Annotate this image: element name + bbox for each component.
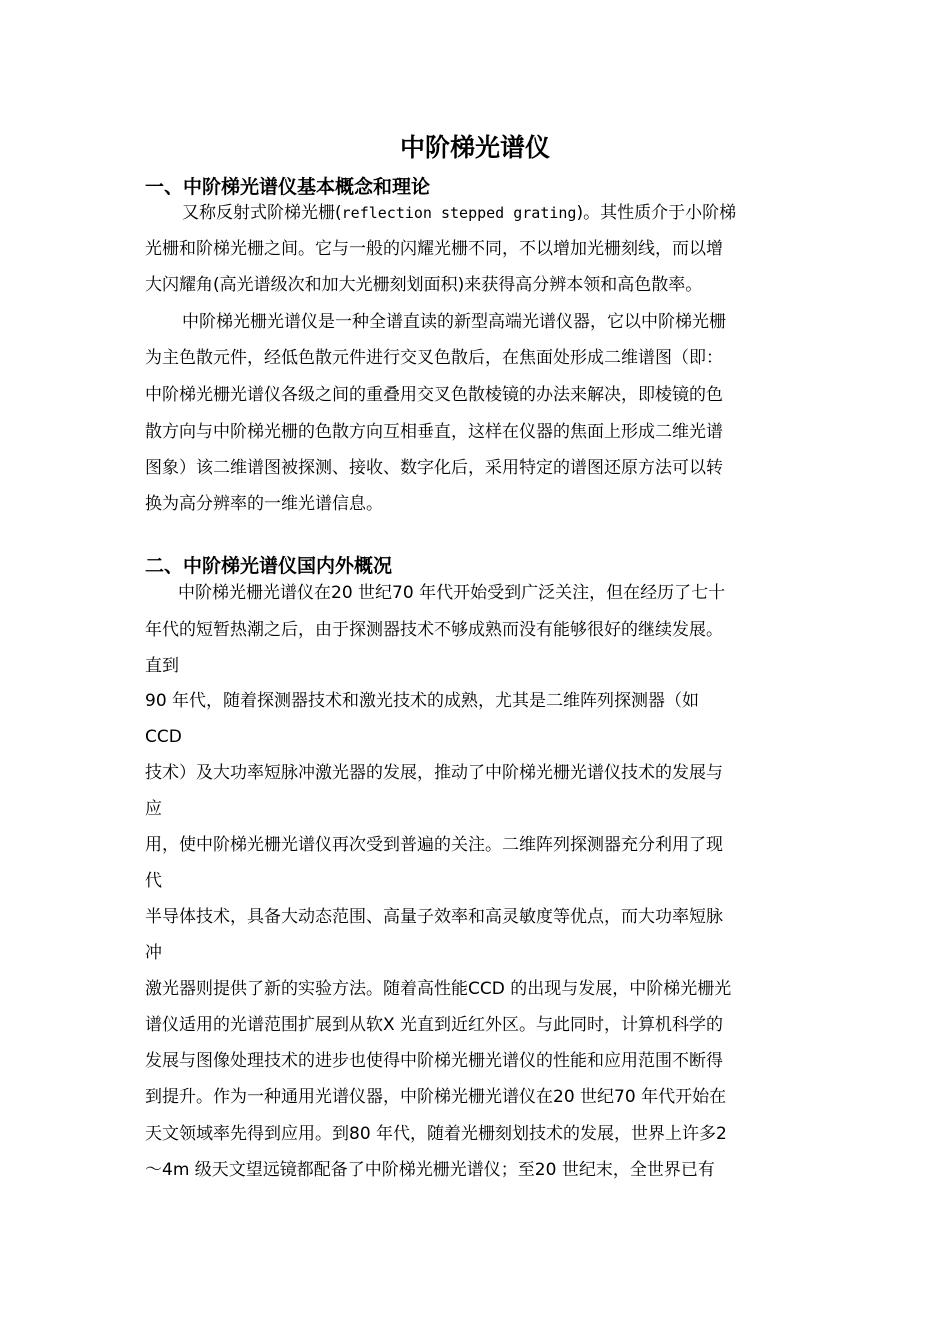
line-text: )。其性质介于小阶梯 [576, 203, 737, 223]
section-2-line-9: 代 [145, 871, 162, 891]
section-2-line-3: 直到 [145, 656, 179, 676]
section-2-line-8: 用，使中阶梯光栅光谱仪再次受到普遍的关注。二维阵列探测器充分利用了现 [145, 835, 723, 855]
section-2-line-16: 天文领域率先得到应用。到80 年代，随着光栅刻划技术的发展，世界上许多2 [145, 1124, 727, 1144]
section-2-line-15: 到提升。作为一种通用光谱仪器，中阶梯光栅光谱仪在20 世纪70 年代开始在 [145, 1087, 727, 1107]
section-2-line-4: 90 年代，随着探测器技术和激光技术的成熟，尤其是二维阵列探测器（如 [145, 691, 700, 711]
section-1-para-2-line-5: 图象）该二维谱图被探测、接收、数字化后，采用特定的谱图还原方法可以转 [145, 458, 723, 478]
section-1-para-1-line-1 [182, 200, 736, 226]
section-2-line-17: ～4m 级天文望远镜都配备了中阶梯光栅光谱仪；至20 世纪末，全世界已有 [145, 1160, 715, 1180]
section-2-line-6: 技术）及大功率短脉冲激光器的发展，推动了中阶梯光栅光谱仪技术的发展与 [145, 763, 723, 783]
section-1-para-2-line-6: 换为高分辨率的一维光谱信息。 [145, 494, 383, 514]
section-1-para-2-line-1: 中阶梯光栅光谱仪是一种全谱直读的新型高端光谱仪器，它以中阶梯光栅 [182, 312, 726, 332]
section-1-para-1-line-3: 大闪耀角(高光谱级次和加大光栅刻划面积)来获得高分辨本领和高色散率。 [145, 275, 703, 295]
section-2-line-5: CCD [145, 727, 182, 747]
section-2-line-10: 半导体技术，具备大动态范围、高量子效率和高灵敏度等优点，而大功率短脉 [145, 907, 723, 927]
section-1-para-2-line-4: 散方向与中阶梯光栅的色散方向互相垂直，这样在仪器的焦面上形成二维光谱 [145, 422, 723, 442]
section-1-para-1-line-2: 光栅和阶梯光栅之间。它与一般的闪耀光栅不同，不以增加光栅刻线，而以增 [145, 239, 723, 259]
english-term: reflection stepped grating [341, 204, 577, 222]
section-2-line-2: 年代的短暂热潮之后，由于探测器技术不够成熟而没有能够很好的继续发展。 [145, 620, 723, 640]
section-2-line-12: 激光器则提供了新的实验方法。随着高性能CCD 的出现与发展，中阶梯光栅光 [145, 979, 732, 999]
section-2-line-7: 应 [145, 799, 162, 819]
section-2-line-1: 中阶梯光栅光谱仪在20 世纪70 年代开始受到广泛关注，但在经历了七十 [178, 583, 726, 603]
section-2-line-11: 冲 [145, 943, 162, 963]
line-text: 又称反射式阶梯光栅( [182, 203, 342, 223]
section-1-heading: 一、中阶梯光谱仪基本概念和理论 [145, 176, 431, 198]
section-2-line-14: 发展与图像处理技术的进步也使得中阶梯光栅光谱仪的性能和应用范围不断得 [145, 1051, 723, 1071]
section-2-heading: 二、中阶梯光谱仪国内外概况 [145, 555, 393, 577]
section-2-line-13: 谱仪适用的光谱范围扩展到从软X 光直到近红外区。与此同时，计算机科学的 [145, 1015, 724, 1035]
document-title: 中阶梯光谱仪 [399, 133, 550, 162]
section-1-para-2-line-2: 为主色散元件，经低色散元件进行交叉色散后，在焦面处形成二维谱图（即： [145, 348, 723, 368]
section-1-para-2-line-3: 中阶梯光栅光谱仪各级之间的重叠用交叉色散棱镜的办法来解决，即棱镜的色 [145, 385, 723, 405]
